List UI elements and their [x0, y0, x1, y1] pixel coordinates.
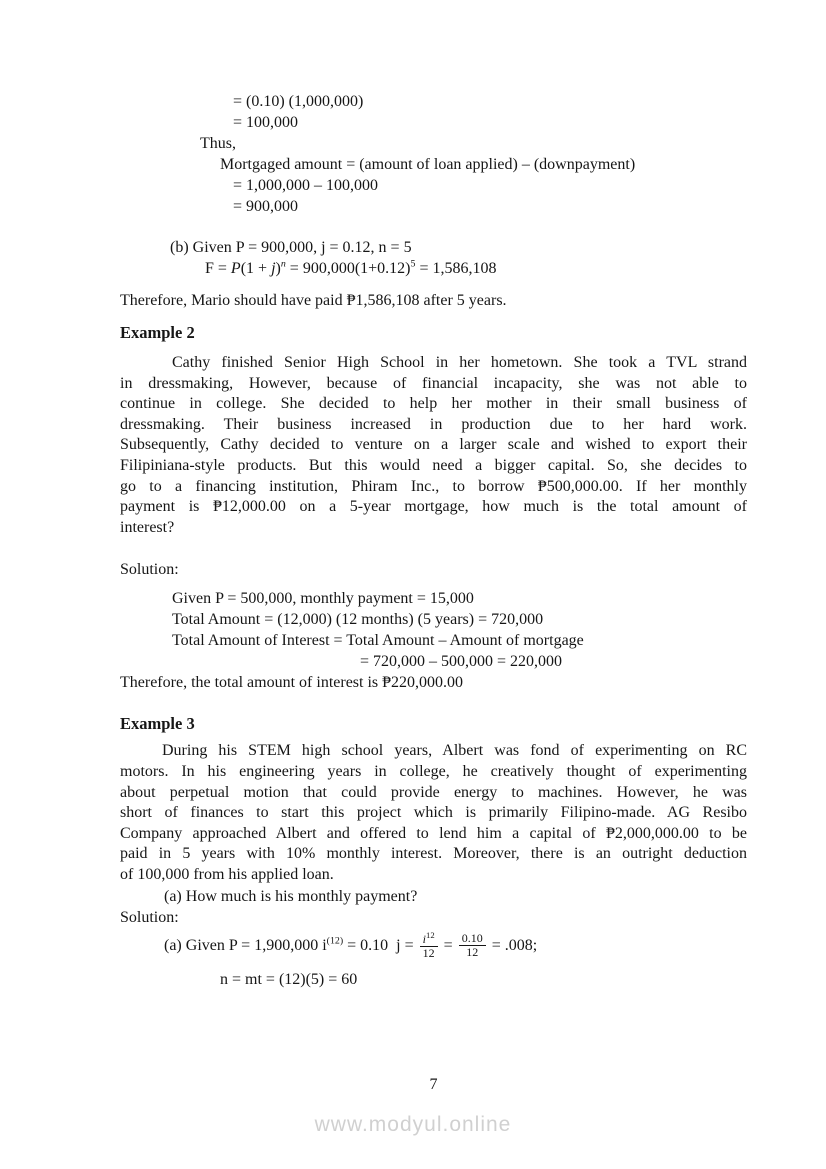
question-a-line: (a) How much is his monthly payment? [164, 887, 418, 905]
calc-line: = 900,000 [233, 198, 299, 215]
calc-line: = 1,000,000 – 100,000 [233, 177, 379, 194]
paragraph-line: short of finances to start this project which is primarily Filipino-made. AG Resibo [120, 804, 747, 822]
calc-line: = 100,000 [233, 114, 299, 131]
work-line: = 720,000 – 500,000 = 220,000 [360, 653, 563, 671]
paragraph-line: interest? [120, 518, 175, 536]
paragraph-line: of 100,000 from his applied loan. [120, 865, 334, 883]
paragraph-line: payment is ₱12,000.00 on a 5-year mortgage, how much is the total amount of [120, 498, 747, 516]
formula-exponent-n: n [280, 258, 286, 270]
work-line: Given P = 500,000, monthly payment = 15,000 [172, 590, 474, 608]
thus-label: Thus, [200, 135, 236, 152]
calc-line: = (0.10) (1,000,000) [233, 93, 364, 110]
therefore-statement: Therefore, the total amount of interest is ₱220,000.00 [120, 674, 464, 692]
paragraph-line: go to a financing institution, Phiram Inc., to borrow ₱500,000.00. If her monthly [120, 477, 747, 495]
solution-label: Solution: [120, 561, 179, 579]
paragraph-line: Company approached Albert and offered to lend him a capital of ₱2,000,000.00 to be [120, 824, 747, 842]
equation-part: = 0.10 j = [343, 936, 418, 954]
equation-part: = [439, 936, 457, 954]
equation-part: = .008; [487, 936, 538, 954]
formula-part: F = [205, 260, 231, 277]
work-line: Total Amount = (12,000) (12 months) (5 years) = 720,000 [172, 611, 544, 629]
work-line: Total Amount of Interest = Total Amount – Amount of mortgage [172, 632, 584, 650]
example3-section [120, 713, 747, 989]
paragraph-line: continue in college. She decided to help her mother in their small business of [120, 395, 747, 413]
given-b-line: (b) Given P = 900,000, j = 0.12, n = 5 [170, 239, 412, 256]
page-number: 7 [429, 1076, 438, 1093]
formula-part: (1 + [240, 260, 272, 277]
paragraph-line: Subsequently, Cathy decided to venture on a larger scale and wished to export their [120, 436, 747, 454]
formula-part: = 1,586,108 [415, 260, 497, 277]
example3-heading: Example 3 [120, 714, 195, 734]
paragraph-line: Filipiniana-style products. But this would need a bigger capital. So, she decides to [120, 456, 747, 474]
fraction-numerator: 0.10 [459, 932, 486, 947]
fraction-numerator [420, 931, 438, 948]
formula-part: = 900,000(1+0.12) [285, 260, 411, 277]
fraction-010-over-12 [459, 932, 486, 961]
n-equation-line: n = mt = (12)(5) = 60 [220, 970, 358, 988]
compound-interest-formula [120, 258, 747, 279]
formula-variable-P: P [230, 260, 241, 277]
paragraph-line: motors. In his engineering years in college, he creatively thought of experimenting [120, 762, 747, 780]
therefore-statement: Therefore, Mario should have paid ₱1,586,108 after 5 years. [120, 292, 507, 309]
formula-variable-j: j [271, 260, 276, 277]
example2-section [120, 322, 747, 693]
watermark-text: www.modyul.online [314, 1113, 512, 1136]
paragraph-line: in dressmaking, However, because of financial incapacity, she was not able to [120, 374, 747, 392]
page-content [120, 0, 747, 990]
example2-heading: Example 2 [120, 323, 195, 342]
fraction-denominator: 12 [466, 945, 479, 960]
solution-label: Solution: [120, 908, 179, 926]
equation-part: (a) Given P = 1,900,000 i [164, 936, 327, 954]
fraction-exponent-12: 12 [426, 929, 435, 940]
paragraph-line: paid in 5 years with 10% monthly interest. Moreover, there is an outright deduction [120, 845, 747, 863]
example1-continuation [120, 91, 747, 311]
example3-given-equation [120, 930, 747, 962]
fraction-variable-i: i [422, 931, 427, 946]
paragraph-line: Cathy finished Senior High School in her hometown. She took a TVL strand [172, 354, 747, 371]
example2-paragraph [120, 353, 747, 538]
formula-exponent-5: 5 [410, 258, 416, 270]
interest-superscript-12: (12) [326, 935, 344, 947]
example3-paragraph [120, 741, 747, 885]
paragraph-line: During his STEM high school years, Albert was fond of experimenting on RC [162, 742, 747, 760]
paragraph-line: about perpetual motion that could provide energy to machines. However, he was [120, 783, 747, 801]
paragraph-line: dressmaking. Their business increased in production due to her hard work. [120, 415, 747, 433]
fraction-i12-over-12 [420, 931, 438, 962]
mortgaged-amount-line: Mortgaged amount = (amount of loan applied) – (downpayment) [220, 156, 636, 173]
formula-part: ) [275, 260, 281, 277]
fraction-denominator: 12 [422, 946, 435, 961]
